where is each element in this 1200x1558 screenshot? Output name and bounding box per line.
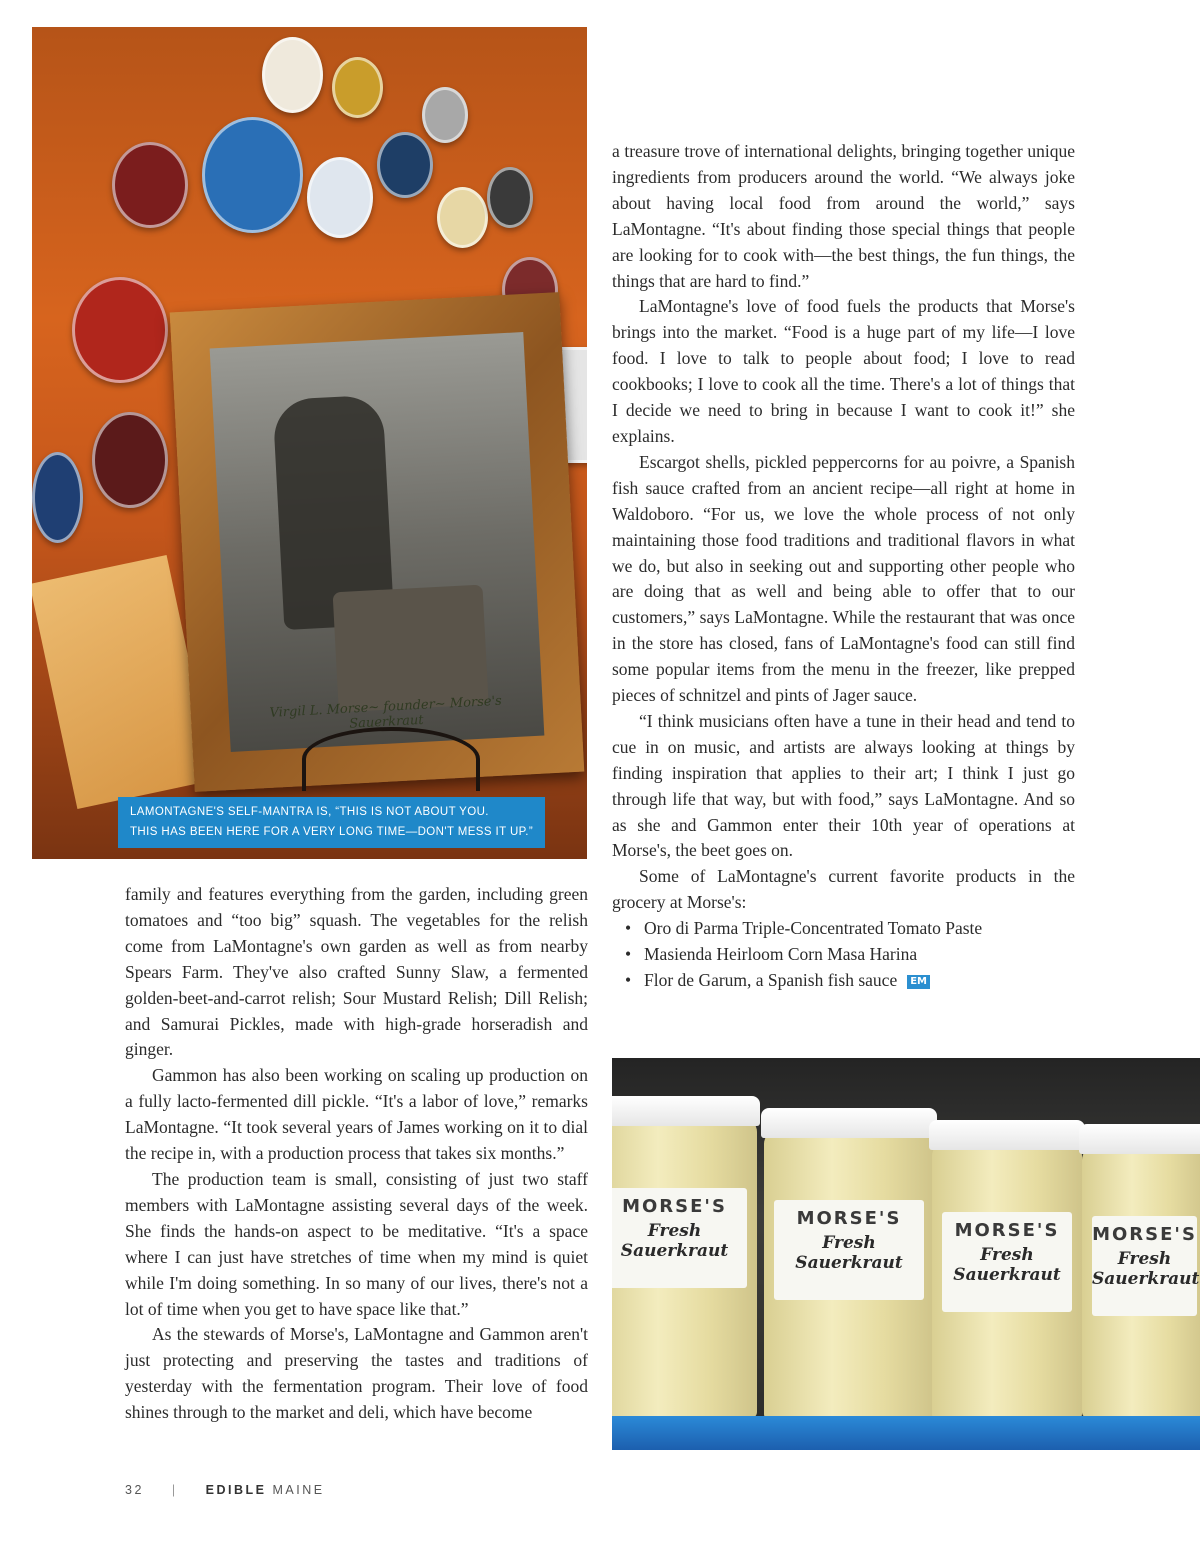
jar-label (612, 1188, 747, 1288)
picture-frame (170, 292, 585, 792)
footer-separator: | (171, 1483, 178, 1497)
beer-coaster-decoration (32, 452, 83, 543)
photo-caption-line-2: THIS HAS BEEN HERE FOR A VERY LONG TIME—DON'T MESS IT UP.” (130, 826, 534, 838)
list-item (612, 916, 1075, 942)
photo-morse-portrait (32, 27, 587, 859)
publication-name-light: MAINE (272, 1483, 325, 1497)
paragraph: family and features everything from the garden, including green tomatoes and “too big” squash. The vegetables for the relish come from LaMontagne's own garden as well as from nearby Spears Farm. They've also crafted Sunny Slaw, a fermented golden-beet-and-carrot relish; Sour Mustard Relish; Dill Relish; and Samurai Pickles, made with high-grade horseradish and ginger. (125, 884, 588, 1060)
beer-coaster-decoration (307, 157, 373, 238)
beer-coaster-decoration (377, 132, 433, 198)
jar-label (1092, 1216, 1200, 1316)
frame-caption: Virgil L. Morse~ founder~ Morse's Sauerkraut (269, 693, 503, 732)
photo-caption-line-1: LAMONTAGNE'S SELF-MANTRA IS, “THIS IS NOT ABOUT YOU. (130, 806, 489, 818)
paragraph: The production team is small, consisting of just two staff members with LaMontagne assisting several days of the week. She finds the hands-on aspect to be meditative. “It's a space where I can just have stretches of time when my mind is quiet while I'm doing something. In so many of our lives, there's not a lot of time when you get to have space like that.” (125, 1168, 588, 1319)
jar-lid (761, 1108, 937, 1138)
sauerkraut-jar (1082, 1146, 1200, 1418)
publication-name-bold: EDIBLE (205, 1483, 267, 1497)
jar-product: Fresh Sauerkraut (620, 1221, 729, 1261)
jar-label (774, 1200, 924, 1300)
beer-coaster-decoration (437, 187, 488, 248)
article-column-left (125, 882, 588, 1426)
photo-sauerkraut-jars (612, 1058, 1200, 1450)
beer-coaster-decoration (332, 57, 383, 118)
sauerkraut-jar (612, 1118, 757, 1418)
list-item (612, 942, 1075, 968)
photo-caption (118, 797, 545, 848)
jar-brand: MORSE'S (1092, 1224, 1197, 1245)
list-item-text: Masienda Heirloom Corn Masa Harina (644, 944, 918, 965)
jar-product: Fresh Sauerkraut (1092, 1249, 1200, 1289)
beer-coaster-decoration (202, 117, 303, 233)
list-item (612, 968, 1075, 994)
beer-coaster-decoration (422, 87, 468, 143)
sauerkraut-jar (764, 1130, 934, 1420)
paragraph: Some of LaMontagne's current favorite products in the grocery at Morse's: (612, 866, 1075, 913)
article-column-right (612, 139, 1075, 994)
frame-stand (302, 727, 480, 791)
list-item-text: Flor de Garum, a Spanish fish sauce (644, 970, 898, 990)
list-item-text: Oro di Parma Triple-Concentrated Tomato Paste (644, 918, 983, 939)
paragraph: “I think musicians often have a tune in their head and tend to cue in on music, and artists are always looking at things by finding inspiration that applies to their art; I think I just go through life that way, but with food,” says LaMontagne. And so as she and Gammon enter their 10th year of operations at Morse's, the beet goes on. (612, 710, 1075, 861)
jar-product: Fresh Sauerkraut (953, 1245, 1061, 1285)
jar-lid (929, 1120, 1085, 1150)
jar-brand: MORSE'S (796, 1208, 902, 1229)
paragraph: Gammon has also been working on scaling up production on a fully lacto-fermented dill pickle. “It's a labor of love,” remarks LaMontagne. “It took several years of James working on it to dial the recipe in, with a production process that takes six months.” (125, 1065, 588, 1164)
paragraph: Escargot shells, pickled peppercorns for au poivre, a Spanish fish sauce crafted from an ancient recipe—all right at home in Waldoboro. “For us, we love the whole process of not only maintaining those food traditions and traditional flavors in what we do, but also in seeking out and supporting other people who are doing that as well and being able to offer that to our customers,” says LaMontagne. While the restaurant that was once in the store has closed, fans of LaMontagne's food can still find some popular items from the menu in the freezer, like prepped pieces of schnitzel and pints of Jager sauce. (612, 451, 1075, 706)
beer-coaster-decoration (92, 412, 168, 508)
jar-lid (612, 1096, 760, 1126)
jar-product: Fresh Sauerkraut (795, 1233, 903, 1273)
jar-brand: MORSE'S (622, 1196, 727, 1217)
end-mark-icon: EM (907, 975, 930, 989)
vintage-photo (210, 332, 545, 752)
beer-coaster-decoration (112, 142, 188, 228)
favorites-list (612, 916, 1075, 994)
page-number: 32 (125, 1483, 144, 1497)
beer-coaster-decoration (72, 277, 168, 383)
barrel-shape (333, 585, 489, 713)
paragraph: LaMontagne's love of food fuels the products that Morse's brings into the market. “Food is a huge part of my life—I love food. I love to talk to people about food; I love to read cookbooks; I love to cook all the time. There's a lot of things that I decide we need to bring in because I want to cook it!” she explains. (612, 296, 1075, 446)
page-footer (125, 1483, 325, 1497)
jar-lid (1079, 1124, 1200, 1154)
paragraph: a treasure trove of international delights, bringing together unique ingredients from producers around the world. “We always joke about having local food from around the world,” says LaMontagne. “It's about finding those special things that people are looking for to cook with—the best things, the fun things, the things that are hard to find.” (612, 141, 1075, 291)
sauerkraut-jar (932, 1142, 1082, 1420)
jar-brand: MORSE'S (954, 1220, 1060, 1241)
blue-shelf (612, 1416, 1200, 1450)
paragraph: As the stewards of Morse's, LaMontagne and Gammon aren't just protecting and preserving the tastes and traditions of yesterday with the fermentation program. Their love of food shines through to the market and deli, which have become (125, 1324, 588, 1423)
jar-label (942, 1212, 1072, 1312)
beer-coaster-decoration (262, 37, 323, 113)
beer-coaster-decoration (487, 167, 533, 228)
